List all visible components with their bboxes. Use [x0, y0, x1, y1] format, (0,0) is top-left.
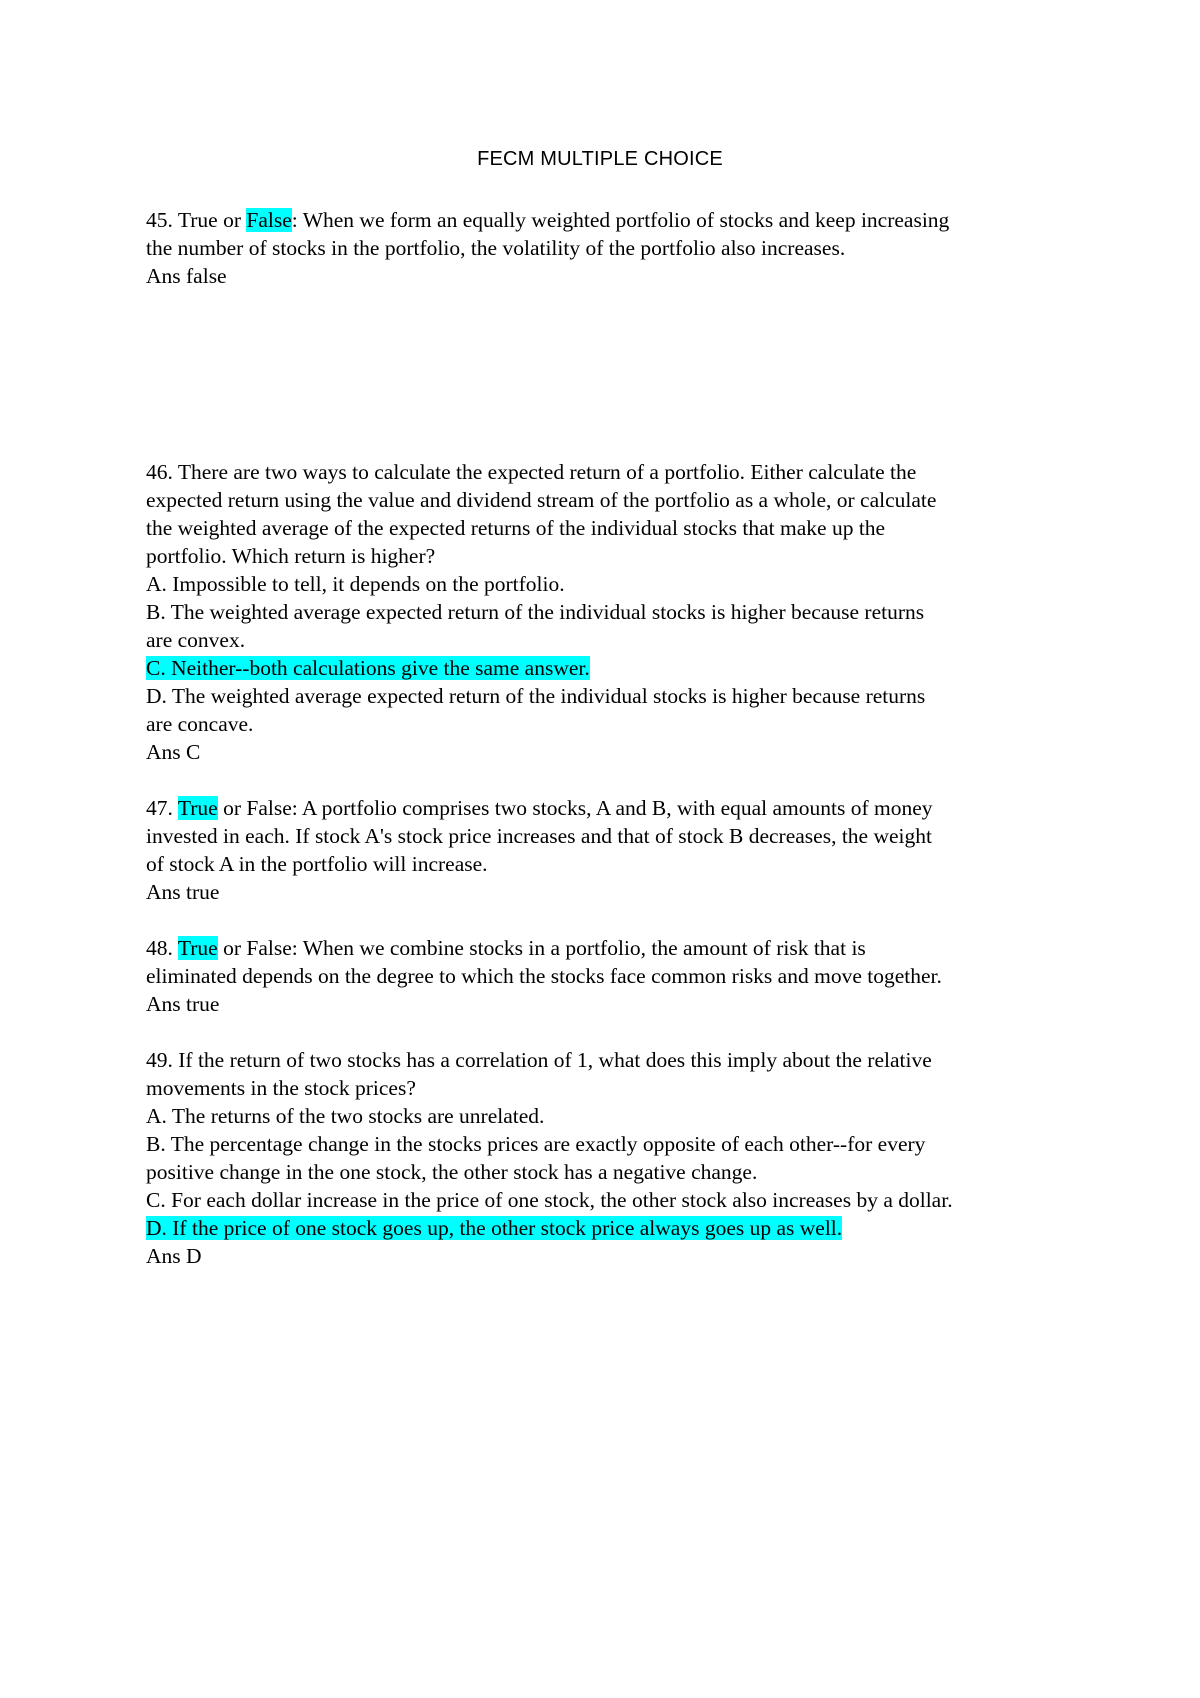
question-45-answer-highlight: False — [246, 208, 292, 232]
question-49-option-d-line — [146, 1214, 1076, 1242]
spacer — [146, 766, 1076, 794]
question-48-line-1 — [146, 934, 1076, 962]
question-46-option-c-highlight: C. Neither--both calculations give the same answer. — [146, 656, 590, 680]
question-45 — [146, 206, 1076, 290]
question-45-line-1 — [146, 206, 1076, 234]
question-49-line-2: movements in the stock prices? — [146, 1076, 416, 1100]
question-48-prefix: 48. — [146, 936, 178, 960]
question-46-option-d-2: are concave. — [146, 712, 254, 736]
question-48-answer-highlight: True — [177, 936, 218, 960]
question-45-text: : When we form an equally weighted portfolio of stocks and keep increasing — [291, 208, 950, 232]
question-47-answer-highlight: True — [177, 796, 218, 820]
question-46-answer: Ans C — [146, 740, 201, 764]
question-49-option-a: A. The returns of the two stocks are unrelated. — [146, 1104, 545, 1128]
spacer — [146, 1018, 1076, 1046]
question-45-answer: Ans false — [146, 264, 227, 288]
question-46-option-b-2: are convex. — [146, 628, 246, 652]
question-49-option-b-1: B. The percentage change in the stocks prices are exactly opposite of each other--for every — [146, 1132, 926, 1156]
question-46-line-2: expected return using the value and dividend stream of the portfolio as a whole, or calculate — [146, 488, 937, 512]
spacer — [146, 906, 1076, 934]
question-48-text: or False: When we combine stocks in a portfolio, the amount of risk that is — [217, 936, 866, 960]
question-48 — [146, 934, 1076, 1018]
question-46-line-4: portfolio. Which return is higher? — [146, 544, 436, 568]
question-49-line-1: 49. If the return of two stocks has a correlation of 1, what does this imply about the relative — [146, 1048, 932, 1072]
question-48-line-2: eliminated depends on the degree to which the stocks face common risks and move together. — [146, 964, 942, 988]
spacer — [146, 290, 1076, 458]
question-46-line-3: the weighted average of the expected returns of the individual stocks that make up the — [146, 516, 886, 540]
question-47-text: or False: A portfolio comprises two stocks, A and B, with equal amounts of money — [217, 796, 933, 820]
question-46-line-1: 46. There are two ways to calculate the expected return of a portfolio. Either calculate the — [146, 460, 917, 484]
question-47-line-3: of stock A in the portfolio will increase. — [146, 852, 488, 876]
question-list — [146, 206, 1076, 1270]
question-47-prefix: 47. — [146, 796, 178, 820]
question-48-answer: Ans true — [146, 992, 220, 1016]
question-49-option-c: C. For each dollar increase in the price of one stock, the other stock also increases by a dollar. — [146, 1188, 953, 1212]
question-49-answer: Ans D — [146, 1244, 202, 1268]
question-46-option-c-line — [146, 654, 1076, 682]
question-47-line-2: invested in each. If stock A's stock price increases and that of stock B decreases, the weight — [146, 824, 932, 848]
question-46-option-d-1: D. The weighted average expected return of the individual stocks is higher because returns — [146, 684, 926, 708]
question-49-option-b-2: positive change in the one stock, the other stock has a negative change. — [146, 1160, 758, 1184]
question-45-prefix: 45. True or — [146, 208, 247, 232]
question-47-answer: Ans true — [146, 880, 220, 904]
question-49 — [146, 1046, 1076, 1270]
question-47-line-1 — [146, 794, 1076, 822]
page-title: FECM MULTIPLE CHOICE — [477, 148, 723, 170]
question-46-option-a: A. Impossible to tell, it depends on the portfolio. — [146, 572, 565, 596]
question-45-line-2: the number of stocks in the portfolio, the volatility of the portfolio also increases. — [146, 236, 846, 260]
question-46-option-b-1: B. The weighted average expected return of the individual stocks is higher because returns — [146, 600, 925, 624]
question-47 — [146, 794, 1076, 906]
question-49-option-d-highlight: D. If the price of one stock goes up, the other stock price always goes up as well. — [146, 1216, 843, 1240]
question-46 — [146, 458, 1076, 766]
